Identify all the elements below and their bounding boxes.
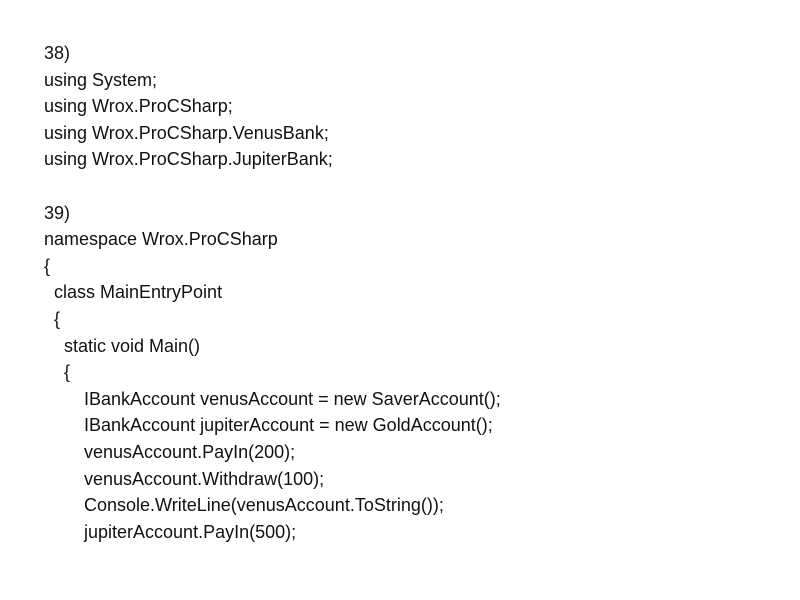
code-line: venusAccount.Withdraw(100); bbox=[44, 468, 325, 489]
section-number: 39) bbox=[44, 202, 71, 223]
code-line: using Wrox.ProCSharp.VenusBank; bbox=[44, 122, 329, 143]
code-section-39 bbox=[44, 200, 764, 546]
code-line: static void Main() bbox=[44, 335, 201, 356]
code-line: class MainEntryPoint bbox=[44, 282, 223, 303]
code-line: using Wrox.ProCSharp.JupiterBank; bbox=[44, 149, 333, 170]
code-line: { bbox=[44, 255, 51, 276]
code-line: { bbox=[44, 362, 71, 383]
section-number: 38) bbox=[44, 43, 71, 63]
code-line: { bbox=[44, 308, 61, 329]
code-line: namespace Wrox.ProCSharp bbox=[44, 229, 278, 250]
code-line: jupiterAccount.PayIn(500); bbox=[44, 521, 297, 542]
code-section-38 bbox=[44, 40, 764, 173]
code-line: venusAccount.PayIn(200); bbox=[44, 441, 296, 462]
code-line: Console.WriteLine(venusAccount.ToString()); bbox=[44, 495, 444, 516]
code-line: IBankAccount venusAccount = new SaverAccount(); bbox=[44, 388, 501, 409]
code-line: IBankAccount jupiterAccount = new GoldAccount(); bbox=[44, 415, 493, 436]
code-line: using System; bbox=[44, 69, 158, 90]
slide-content bbox=[44, 40, 764, 545]
code-line: using Wrox.ProCSharp; bbox=[44, 96, 233, 117]
